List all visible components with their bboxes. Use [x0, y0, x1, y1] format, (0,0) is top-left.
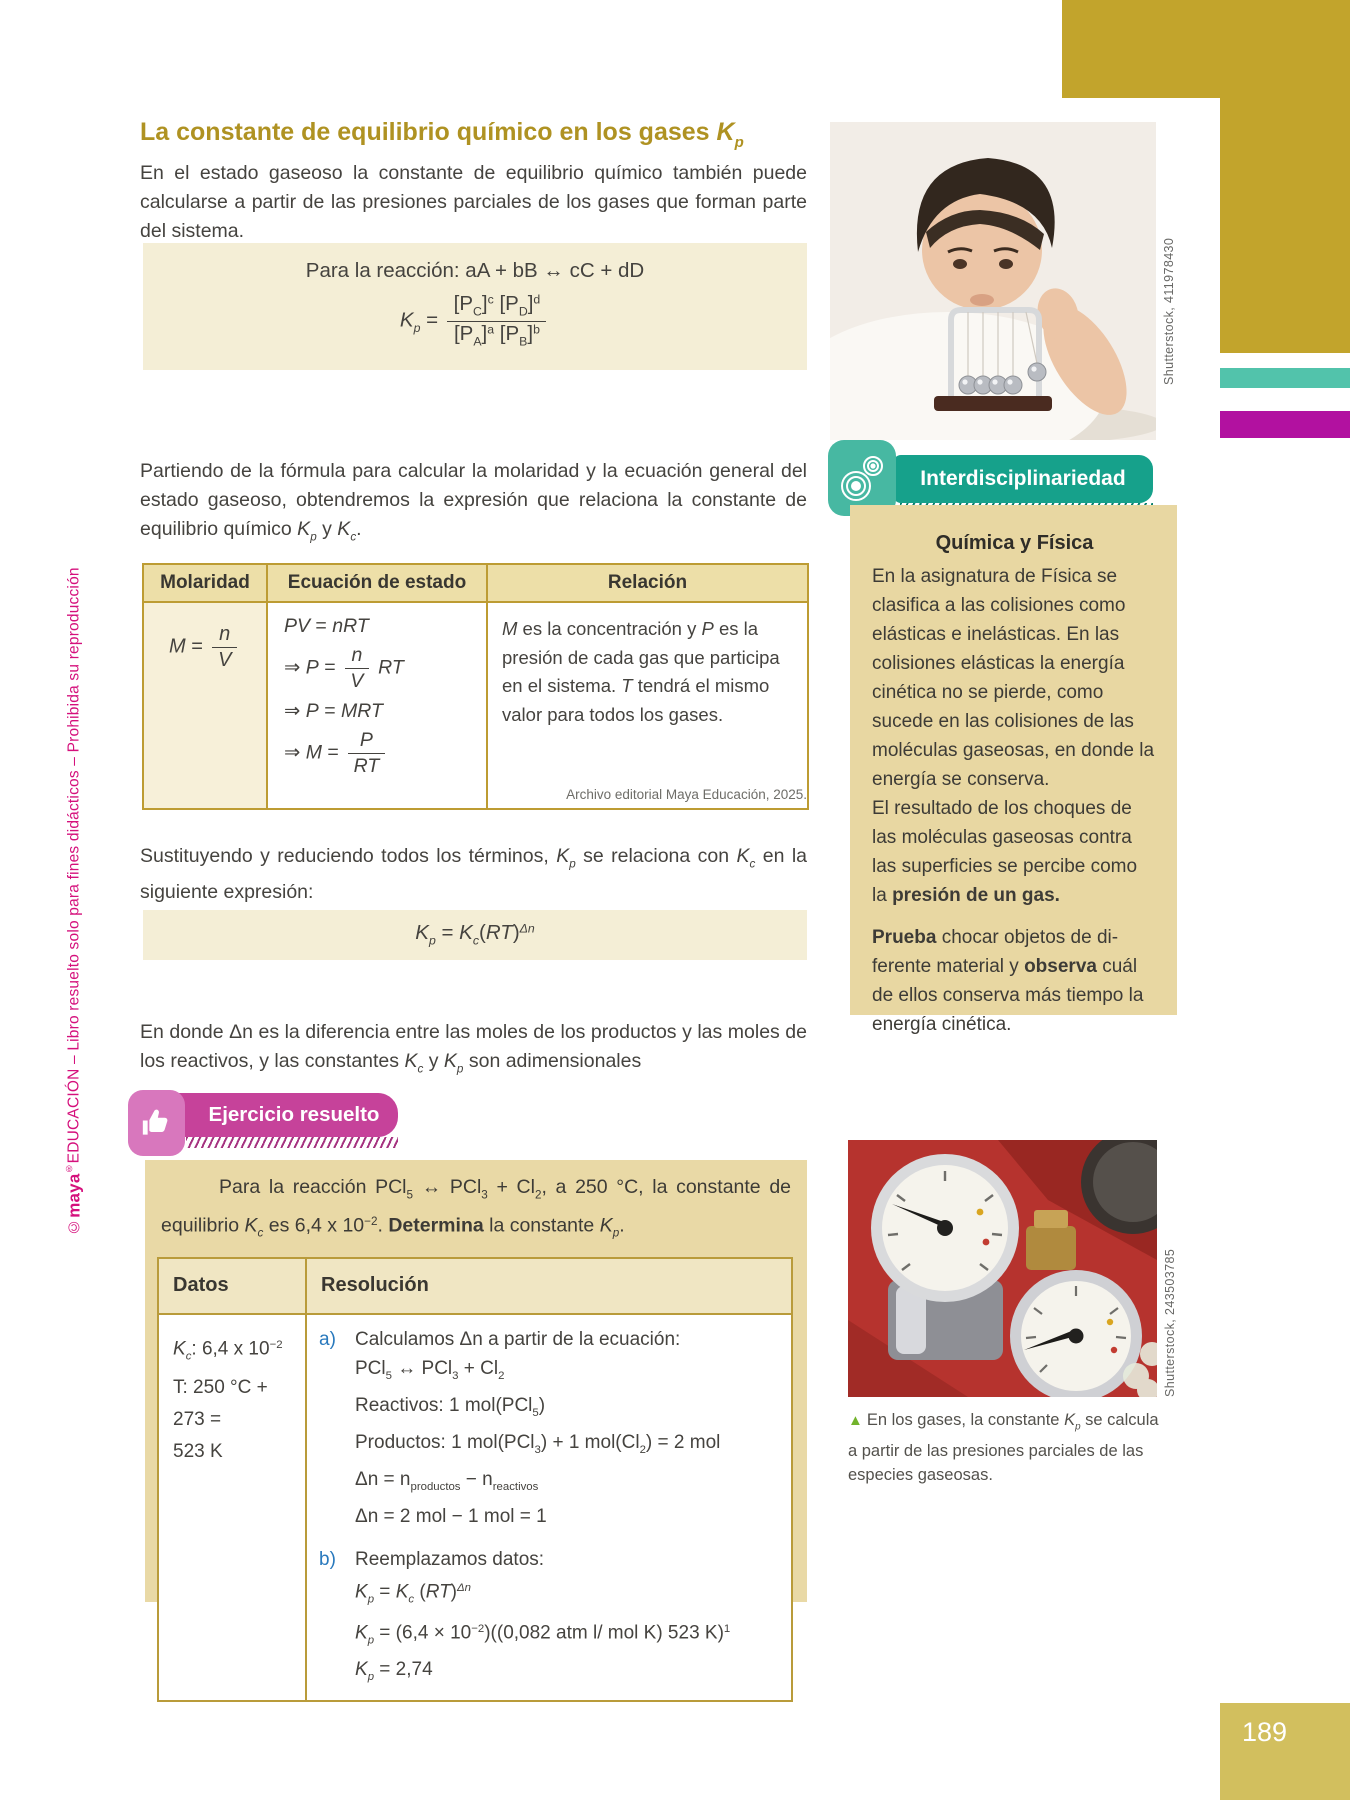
state-equation-line: ⇒ M = $\frac{P}{RT}$ [284, 730, 486, 777]
step-line: PCl$_5$ ↔ $PCl_3 + Cl_2$ [355, 1357, 505, 1383]
step-line: $K_p = 2,74$ [355, 1659, 433, 1684]
datos-line: T: 250 °C + 273 = [173, 1377, 268, 1431]
delta-n-paragraph: En donde Δn es la diferencia entre las moles de los productos y las moles de los reactivos, y las constantes $K_c$ y $K_p$ son adimensionales [140, 1020, 807, 1075]
step-line: $\Delta n = n_{productos} - n_{reactivos}$ [355, 1469, 539, 1494]
step-line: Δn = 2 mol − 1 mol = 1 [355, 1506, 547, 1528]
reaction-formula-box [143, 243, 807, 370]
exercise-statement: Para la reacción PCl$_5$ ↔ $PCl_3 + Cl_2$, a 250 °C, la constante de equilibrio $K_c$ es 6,4 x $10^{-2}$. Determina la constante $K_p$. [161, 1176, 792, 1240]
publisher-logo: maya [64, 1173, 84, 1218]
interdisciplinary-paragraph: En la asignatura de Física se clasifica a las colisiones como elásticas e inelásticas. En las colisiones elásticas la energía cinética no se pierde, como sucede en las colisiones de las moléculas gaseosas, en donde la energía se conserva. [872, 566, 1155, 790]
datos-line: 523 K [173, 1441, 223, 1463]
cell-relation-text: M es la concentración y P es la presión de cada gas que participa en el sistema. T tendrá el mismo valor para todos los gases. [487, 602, 808, 809]
step-line: $K_p = (6,4 \times 10^{-2})((0,082$ atm l/ mol K) 523 K)$^1$ [355, 1622, 731, 1647]
datos-line: $K_c$: 6,4 x $10^{-2}$ [173, 1338, 283, 1363]
photo-credit-top: Shutterstock, 411978430 [1162, 237, 1176, 385]
exercise-body-row [158, 1314, 792, 1701]
solution-step-b [319, 1545, 781, 1692]
interdisciplinary-box [850, 505, 1177, 1035]
header-molaridad: Molaridad [143, 564, 267, 602]
thumbs-up-icon [128, 1090, 185, 1156]
state-equation-line: ⇒ P = $\frac{n}{V}$ RT [284, 644, 404, 692]
interdisciplinary-heading: Química y Física [935, 532, 1094, 554]
concentric-circles-glyph [836, 449, 888, 507]
copyright-symbol: © [65, 1217, 83, 1235]
interdisciplinary-banner: Interdisciplinariedad [893, 455, 1153, 503]
molarity-state-table [142, 563, 809, 810]
step-line: Reemplazamos datos: [355, 1549, 545, 1571]
header-resolucion: Resolución [306, 1258, 792, 1314]
table-body-row [143, 602, 808, 809]
table-header-row [143, 564, 808, 602]
thumbs-up-glyph [140, 1106, 174, 1140]
exercise-banner-hatch [186, 1137, 398, 1148]
page-title: La constante de equilibrio químico en los gases $K_p$ [140, 117, 744, 151]
header-datos: Datos [158, 1258, 306, 1314]
interdisciplinary-paragraph: El resultado de los choques de las moléculas gaseosas contra las superficies se percibe como la presión de un gas. [872, 798, 1138, 906]
step-line: Reactivos: 1 mol(PCl$_5$) [355, 1395, 546, 1420]
deco-teal-strip [1220, 368, 1350, 388]
pressure-gauges-photo [848, 1140, 1157, 1397]
molarity-paragraph: Partiendo de la fórmula para calcular la molaridad y la ecuación general del estado gaseoso, obtendremos la expresión que relaciona la constante de equilibrio químico $K_p$ y $K_c$. [140, 459, 807, 543]
step-line: $K_p = K_c$ (RT)$^{\Delta n}$ [355, 1581, 471, 1606]
margin-note-text: EDUCACIÓN – Libro resuelto solo para fines didácticos – Prohibida su reproducción [65, 567, 83, 1164]
step-label: b) [319, 1549, 336, 1571]
deco-gold-block-right [1220, 0, 1350, 353]
cell-resolucion [306, 1314, 792, 1701]
substitute-paragraph: Sustituyendo y reduciendo todos los términos, $K_p$ se relaciona con $K_c$ en la siguiente expresión: [140, 844, 808, 903]
cell-state-equations [267, 602, 487, 809]
exercise-banner: Ejercicio resuelto [150, 1093, 398, 1137]
state-equation-line: ⇒ P = MRT [284, 699, 383, 722]
solution-step-a [319, 1325, 781, 1532]
boy-newtons-cradle-illustration [830, 122, 1156, 440]
intro-paragraph: En el estado gaseoso la constante de equilibrio químico también puede calcularse a partir de las presiones parciales de los gases que forman parte del sistema. [140, 161, 807, 242]
photo-caption [848, 1408, 1160, 1487]
pressure-gauges-illustration [848, 1140, 1157, 1397]
photo-caption-text: En los gases, la constante $K_p$ se calcula a partir de las presiones parciales de las especies gaseosas. [848, 1411, 1159, 1485]
page-number-block [1220, 1703, 1350, 1800]
registered-mark: ® [64, 1163, 74, 1174]
step-lines [355, 1545, 781, 1692]
kp-definition-formula: $K_p$ = $\frac{[P_C]^c [P_D]^d}{[P_A]^a [P_B]^b}$ [143, 293, 807, 349]
step-lines [355, 1325, 781, 1532]
step-line: Productos: 1 mol(PCl$_3$) + 1 $mol(Cl_2) = 2$ mol [355, 1432, 721, 1457]
step-label: a) [319, 1328, 336, 1350]
interdisciplinary-paragraph: Prueba chocar objetos de diferente material y observa cuál de ellos conserva más tiempo la energía cinética. [872, 927, 1144, 1035]
cell-molarity-formula: M = $\frac{n}{V}$ [143, 602, 267, 809]
publisher-margin-note [64, 420, 84, 1235]
header-ecuacion: Ecuación de estado [267, 564, 487, 602]
boy-newtons-cradle-photo [830, 122, 1156, 440]
page-number: 189 [1242, 1717, 1288, 1747]
deco-magenta-strip [1220, 411, 1350, 438]
reaction-equation: Para la reacción: aA + bB ↔ cC + dD [305, 259, 645, 282]
kp-kc-formula-box: $K_p = K_c(RT)^{\Delta n}$ [143, 910, 807, 960]
photo-credit-bottom: Shutterstock, 243503785 [1163, 1248, 1177, 1397]
header-relacion: Relación [487, 564, 808, 602]
exercise-header-row [158, 1258, 792, 1314]
table-source-credit: Archivo editorial Maya Educación, 2025. [566, 787, 807, 802]
triangle-up-icon: ▲ [848, 1412, 863, 1429]
cell-datos [158, 1314, 306, 1701]
step-line: Calculamos Δn a partir de la ecuación: [355, 1328, 681, 1350]
exercise-box [145, 1160, 807, 1684]
state-equation-line: PV = nRT [284, 615, 369, 637]
exercise-table [157, 1257, 793, 1702]
